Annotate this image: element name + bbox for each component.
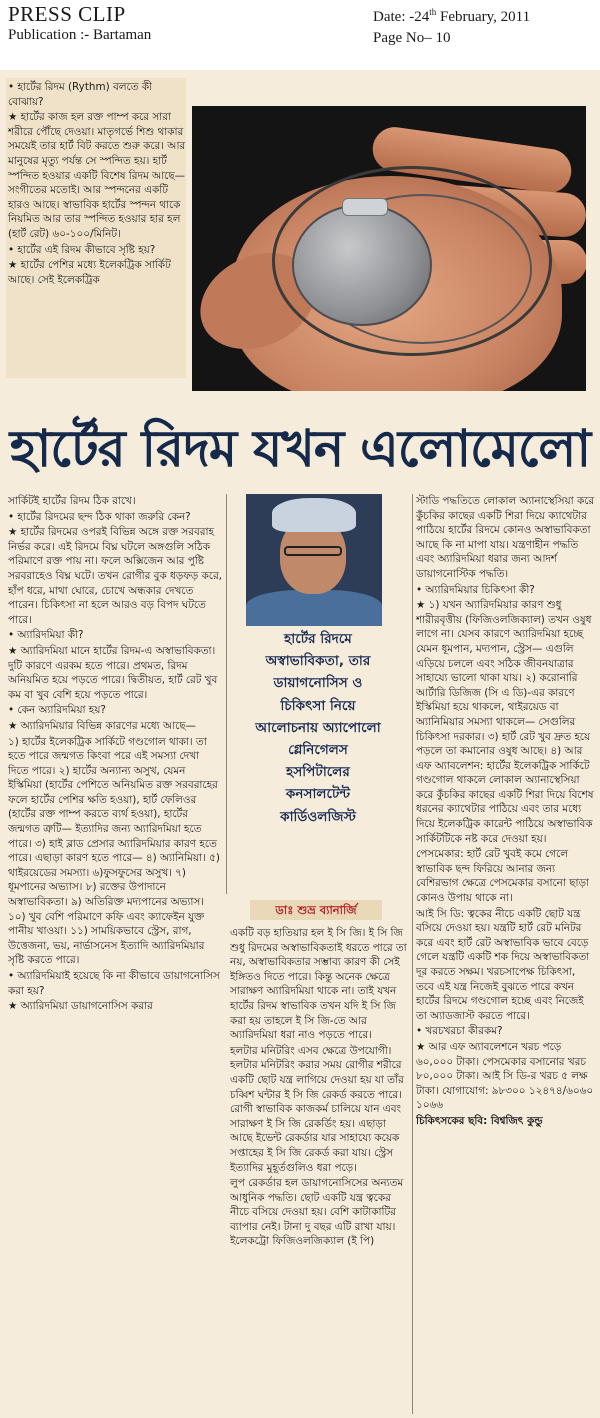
answer-cause-list: ১) হার্টের ইলেকট্রিক সার্কিটে গণ্ডগোল থাকা। তা হতে পারে জন্মগত কিংবা পরে এই সমস্যা দেখা দিতে পারে। ২) হার্টের অন্যান্য অসুখ, যেমন ইস্কিমিয়া (হার্টের পেশিতে অনিয়মিত রক্ত সরবরাহের ফলে হার্টের পেশির ক্ষতি হওয়া), হার্ট ফেলিওর (হার্টের রক্ত পাম্প করতে ব্যর্থ হওয়া), হার্টের জন্মগত ত্রুটি— ইত্যাদির জন্য অ্যারিদমিয়া হতে পারে। ৩) হাই ব্লাড প্রেসার অ্যারিদমিয়ার কারণ হতে পারে। এছাড়া কারণ হতে পারে— ৪) অ্যানিমিয়া। ৫) থাইরয়েডের সমস্যা। ৬)ফুসফুসের অসুখ। ৭) ধূমপানের অভ্যাস। ৮) রক্তের উপাদানে অস্বাভাবিকতা। ৯) অতিরিক্ত মদ্যপানের অভ্যাস। ১০) খুব বেশি পরিমাণে কফি এবং ক্যাফেইন যুক্ত পানীয় খাওয়া। ১১) সাময়িকভাবে স্ট্রেস, রাগ, উত্তেজনা, ভয়, নার্ভাসনেস ইত্যাদি অ্যারিদমিয়ার সৃষ্টি করতে পারে। — [8, 735, 220, 967]
publication-label: Publication :- Bartaman — [8, 27, 152, 43]
doctor-coat — [246, 590, 382, 626]
press-clip-label: PRESS CLIP — [8, 2, 126, 26]
question-rhythm-origin: • হার্টের এই রিদম কীভাবে সৃষ্টি হয়? — [8, 243, 156, 256]
question-diagnosis: • অ্যারিদমিয়াই হয়েছে কি না কীভাবে ডায়াগনোসিস করা হয়? — [8, 970, 220, 997]
pull-quote-line: অস্বাভাবিকতা, তার — [265, 653, 371, 670]
doctor-glasses — [284, 546, 342, 556]
doctor-portrait — [246, 494, 382, 626]
paragraph-ecg: একটি বড় হাতিয়ার হল ই সি জি। ই সি জি শুধু রিদমের অস্বাভাবিকতাই ধরতে পারে তা নয়, অস্বাভাবিকতার সম্ভাব্য কারণ কী সেই ইঙ্গিতও দিতে পারে। কিন্তু অনেক ক্ষেত্রে সারাক্ষণ অ্যারিদমিয়া থাকে না। তাই যখন হার্টের রিদম স্বাভাবিক তখন যদি ই সি জি করা হয় তাহলে ই সি জি-তে আর অ্যারিদমিয়া ধরা নাও পড়তে পারে। — [230, 927, 407, 1042]
column-divider — [412, 494, 413, 1414]
pacemaker-header — [342, 198, 388, 216]
pull-quote-line: কার্ডিওলজিস্ট — [280, 808, 356, 825]
paragraph-icd: আই সি ডি: ত্বকের নীচে একটি ছোট যন্ত্র বসিয়ে দেওয়া হয়। যন্ত্রটি হার্ট রেট মনিটর করে এবং হার্ট রেট অস্বাভাবিক ভাবে বেড়ে গেলে যন্ত্রটি একটি শক দিয়ে অস্বাভাবিকতা দূর করতে সক্ষম। খরচসাপেক্ষ চিকিৎসা, তবে এই যন্ত্র নিজেই বুঝতে পারে কখন হার্টের রিদমে গণ্ডগোল হচ্ছে এবং নিজেই তা অ্যাডজাস্ট করতে পারে। — [416, 907, 590, 1022]
answer-importance: ★ হার্টের রিদমের ওপরই বিভিন্ন অঙ্গে রক্ত সরবরাহ নির্ভর করে। এই রিদমে বিঘ্ন ঘটলে অঙ্গগুলি সঠিক পরিমাণে রক্ত পায় না। ফলে অক্সিজেন আর পুষ্টি সরবরাহেও বিঘ্ন ঘটে। তখন রোগীর বুক ধড়ফড় করে, হাঁপ ধরে, মাথা ঘোরে, চোখে অন্ধকার দেখতে পারেন। চিকিৎসা না হলে আরও বড় বিপদ ঘটতে পারে। — [8, 526, 222, 626]
pull-quote-line: চিকিৎসা নিয়ে — [280, 697, 356, 714]
date-label: Date: -24th February, 2011 — [373, 7, 531, 25]
column-2 — [230, 926, 410, 1414]
pacemaker-photo — [192, 106, 586, 391]
photo-credit: চিকিৎসকের ছবি: বিশ্বজিৎ কুন্ডু — [416, 1114, 543, 1127]
column-1 — [8, 494, 222, 1414]
question-cause: • কেন অ্যারিদমিয়া হয়? — [8, 704, 106, 717]
column-top-left — [8, 80, 188, 402]
answer-rhythm: ★ হার্টের কাজ হল রক্ত পাম্প করে সারা শরীরে পৌঁছে দেওয়া। মাতৃগর্ভে শিশু থাকার সময়েই তার হার্ট বিট করতে শুরু করে। আর মানুষের মৃত্যু পর্যন্ত সে স্পন্দিত হয়। হার্ট স্পন্দিত হওয়ার একটি বিশেষ রিদম আছে— সংগীতের মতোই। আর স্পন্দনের একটি হারও আছে। স্বাভাবিক হার্টের স্পন্দন থাকে নিয়মিত আর তার স্পন্দিত হওয়ার হার হল (হার্ট রেট) ৬০-১০০/মিনিট। — [8, 111, 186, 240]
clip-header-left — [8, 2, 151, 44]
question-importance: • হার্টের রিদমের ছন্দ ঠিক থাকা জরুরি কেন? — [8, 510, 191, 523]
pull-quote — [226, 628, 410, 828]
pacemaker-device — [292, 204, 432, 326]
answer-diagnosis-start: ★ অ্যারিদমিয়া ডায়াগনোসিস করার — [8, 1000, 153, 1013]
doctor-surgical-cap — [272, 498, 356, 532]
question-cost: • খরচখরচা কীরকম? — [416, 1025, 503, 1038]
paragraph-loop-recorder: লুপ রেকর্ডার হল ডায়াগনোসিসের অন্যতম আধুনিক পদ্ধতি। ছোট একটি যন্ত্র ত্বকের নীচে বসিয়ে দেওয়া হয়। বেশি কাটাকাটির ব্যাপার নেই। টানা দু বছর এটি রাখা যায়। ইলেকট্রো ফিজিওলজিক্যাল (ই পি) — [230, 1177, 404, 1248]
answer-cause-intro: ★ অ্যারিদমিয়ার বিভিন্ন কারণের মধ্যে আছে— — [8, 719, 196, 732]
answer-arrhythmia: ★ অ্যারিদমিয়া মানে হার্টের রিদম-এ অস্বাভাবিকতা। দুটি কারণে এরকম হতে পারে। প্রথমত, রিদম অনিয়মিত হয়ে পড়তে পারে। দ্বিতীয়ত, হার্ট রেট খুব কম বা খুব বেশি হয়ে পড়তে পারে। — [8, 644, 218, 701]
article-headline: হার্টের রিদম যখন এলোমেলো — [9, 420, 591, 479]
clip-header-right — [373, 2, 530, 49]
pull-quote-line: ডায়াগনোসিস ও — [273, 675, 363, 692]
paragraph-pacemaker: পেসমেকার: হার্ট রেট খুবই কমে গেলে স্বাভাবিক ছন্দ ফিরিয়ে আনার জন্য বেশিরভাগ ক্ষেত্রে পেসমেকার বসানো ছাড়া কোনও উপায় থাকে না। — [416, 848, 589, 905]
question-arrhythmia: • অ্যারিদমিয়া কী? — [8, 629, 84, 642]
pull-quote-line: হসপিটালের — [286, 764, 350, 781]
author-byline: ডাঃ শুভ্র ব্যানার্জি — [250, 900, 382, 920]
pull-quote-line: কনসালটেন্ট — [285, 786, 351, 803]
question-rhythm: • হার্টের রিদম (Rythm) বলতে কী বোঝায়? — [8, 81, 153, 108]
answer-cost: ★ আর এফ অ্যাবলেশনে খরচ পড়ে ৬০,০০০ টাকা। পেসমেকার বসানোর খরচ ৮০,০০০ টাকা। আই সি ডি-র খরচ ৫ লক্ষ টাকা। যোগাযোগ: ৯৮৩০০ ১২৪৭৪/৬০৬০ ১০৬৬ — [416, 1040, 594, 1112]
answer-rhythm-origin: ★ হার্টের পেশির মধ্যে ইলেকট্রিক সার্কিট আছে। সেই ইলেকট্রিক — [8, 259, 171, 286]
newspaper-clipping — [0, 70, 600, 1418]
paragraph-holter: হলটার মনিটরিং এসব ক্ষেত্রে উপযোগী। হলটার মনিটরিং করার সময় রোগীর শরীরে একটি ছোট যন্ত্র লাগিয়ে দেওয়া হয় যা তাঁর চব্বিশ ঘন্টার ই সি জি রেকর্ড করতে পারে। রোগী স্বাভাবিক কাজকর্ম চালিয়ে যান এবং সারাক্ষণ ই সি জি রেকর্ডিং হয়। এছাড়া আছে ইভেন্ট রেকর্ডার যার সাহায্যে কয়েক সপ্তাহের ই সি জি রেকর্ড করা যায়। স্ট্রেস ইত্যাদির মুহূর্তগুলিও ধরা পড়ে। — [230, 1044, 404, 1174]
column-3 — [416, 494, 596, 1414]
pull-quote-line: গ্লেনিগেলস — [288, 742, 348, 759]
page-number-label: Page No– 10 — [373, 30, 451, 46]
paragraph-ep-study: স্টাডি পদ্ধতিতে লোকাল অ্যানাস্থেসিয়া করে কুঁচকির কাছের একটি শিরা দিয়ে ক্যাথেটার পাঠিয়ে হার্টের রিদমে কোনও অস্বাভাবিকতা আছে কি না মাপা যায়। যন্ত্রণাহীন পদ্ধতি এবং অ্যারিদমিয়া ধরার জন্য আদর্শ ডায়াগনোস্টিক পদ্ধতি। — [416, 495, 595, 580]
paragraph: সার্কিটই হার্টের রিদম ঠিক রাখে। — [8, 495, 136, 507]
answer-treatment: ★ ১) যখন অ্যারিদমিয়ার কারণ শুধু শারীরবৃত্তীয় (ফিজিওলজিক্যাল) তখন ওষুধ লাগে না। যেসব কারণে অ্যারিদমিয়া হচ্ছে যেমন ধূমপান, মদ্যপান, স্ট্রেস— এগুলি এড়িয়ে চললে এবং সঠিক জীবনযাত্রার সাহায্যে ভালো থাকা যায়। ২) করোনারি আর্টারি ডিজিজ (সি এ ডি)-এর কারণে ইস্কিমিয়া হয়ে থাকলে, থাইরয়েড বা অ্যানিমিয়ার সমস্যা থাকলে— সেগুলির চিকিৎসা দরকার। ৩) হার্ট রেট খুব দ্রুত হয়ে পড়লে তা কমানোর ওষুধ আছে। ৪) আর এফ অ্যাবলেশন: হার্টের ইলেকট্রিক সার্কিটে গণ্ডগোল থাকলে লোকাল অ্যানাস্থেসিয়া করে কুঁচকির কাছের একটি শিরা দিয়ে বিশেষ ধরনের ক্যাথেটার পাঠিয়ে এবং তার মধ্যে দিয়ে ইলেকট্রিক কারেন্ট পাঠিয়ে অস্বাভাবিক সার্কিটটিকে নষ্ট করে দেওয়া হয়। — [416, 599, 594, 845]
pull-quote-line: হার্টের রিদমে — [284, 631, 352, 647]
pull-quote-line: আলোচনায় অ্যাপোলো — [255, 719, 381, 736]
question-treatment: • অ্যারিদমিয়ার চিকিৎসা কী? — [416, 583, 535, 596]
